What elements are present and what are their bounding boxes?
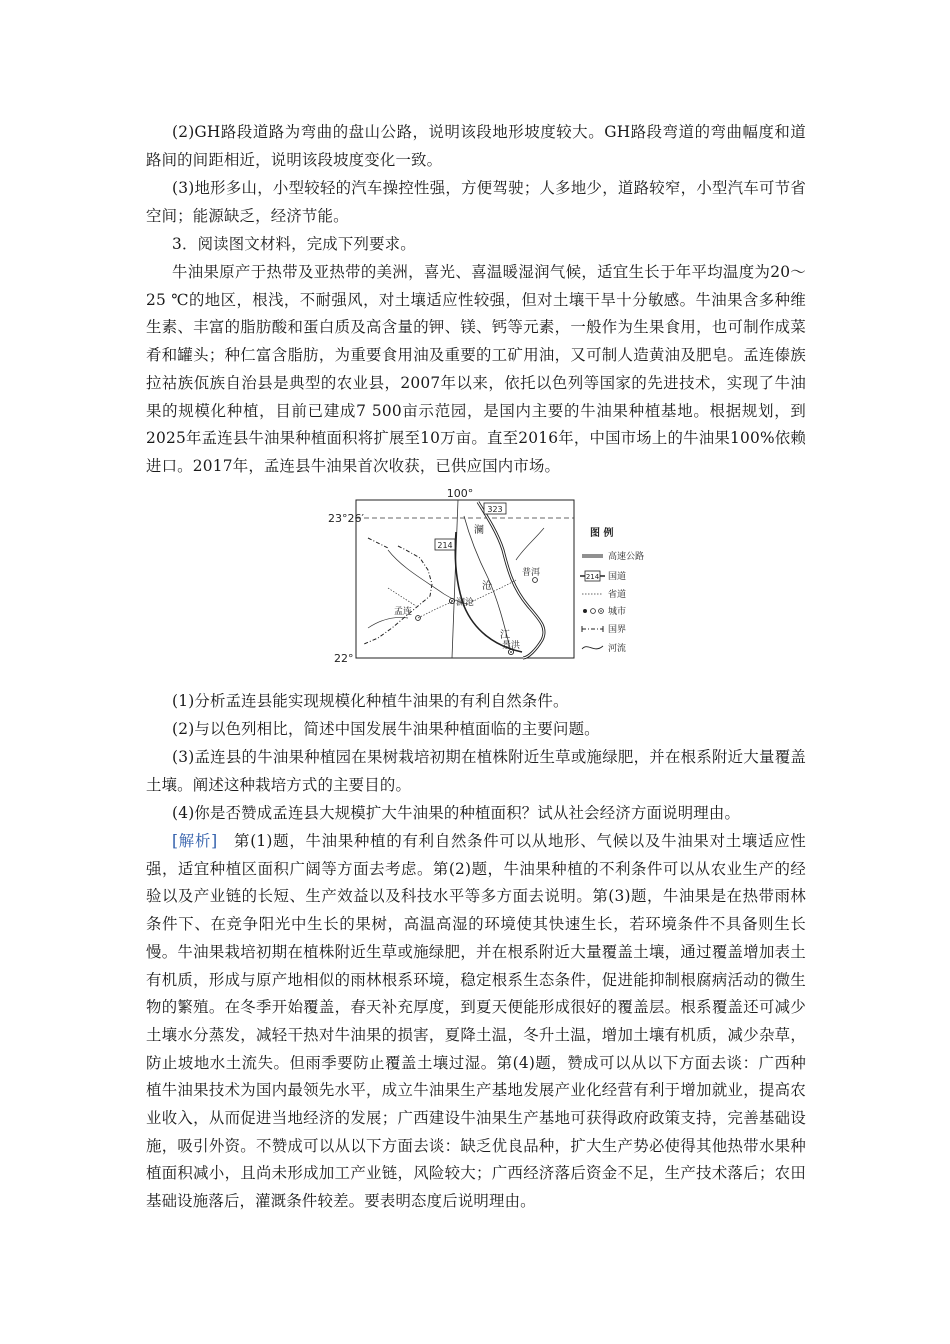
legend-provincial-road: 省道	[608, 590, 627, 600]
sub-question-3: (3)孟连县的牛油果种植园在果树栽培初期在植株附近生草或施绿肥，并在根系附近大量覆盖土壤。阐述这种栽培方式的主要目的。	[146, 748, 806, 794]
sub-question-1: (1)分析孟连县能实现规模化种植牛油果的有利自然条件。	[172, 692, 569, 710]
sub-question-2: (2)与以色列相比，简述中国发展牛油果种植面临的主要问题。	[172, 720, 600, 738]
analysis-paragraph	[146, 828, 806, 1216]
question-3-material: 牛油果原产于热带及亚热带的美洲，喜光、喜温暖湿润气候，适宜生长于年平均温度为20～25 ℃的地区，根浅，不耐强风，对土壤适应性较强，但对土壤干旱十分敏感。牛油果含多种维生素、丰富的脂肪酸和蛋白质及高含量的钾、镁、钙等元素，一般作为生果食用，也可制作成菜肴和罐头；种仁富含脂肪，为重要食用油及重要的工矿用油，又可制人造黄油及肥皂。孟连傣族拉祜族佤族自治县是典型的农业县，2007年以来，依托以色列等国家的先进技术，实现了牛油果的规模化种植，目前已建成7 500亩示范园，是国内主要的牛油果种植基地。根据规划，到2025年孟连县牛油果种植面积将扩展至10万亩。直至2016年，中国市场上的牛油果100%依赖进口。2017年，孟连县牛油果首次收获，已供应国内市场。	[146, 263, 806, 475]
river-char-1: 澜	[474, 525, 484, 536]
answer-part-2: (2)GH路段道路为弯曲的盘山公路，说明该段地形坡度较大。GH路段弯道的弯曲幅度和道路间的间距相近，说明该段坡度变化一致。	[146, 123, 806, 169]
city-puer-marker	[533, 578, 538, 583]
legend-river-icon	[582, 646, 603, 649]
road-323-label: 323	[487, 505, 503, 514]
legend-border: 国界	[608, 625, 627, 635]
expressway	[478, 502, 544, 658]
location-map	[328, 487, 645, 668]
analysis-text: 第(1)题，牛油果种植的有利自然条件可以从地形、气候以及牛油果对土壤适应性强，适宜种植区面积广阔等方面去考虑。第(2)题，牛油果种植的不利条件可以从农业生产的经验以及产业链的长短、生产效益以及科技水平等多方面去说明。第(3)题，牛油果是在热带雨林条件下、在竞争阳光中生长的果树，高温高湿的环境使其快速生长，若环境条件不具备则生长慢。牛油果栽培初期在植株附近生草或施绿肥，并在根系附近大量覆盖土壤，通过覆盖增加表土有机质，形成与原产地相似的雨林根系环境，稳定根系生态条件，促进能抑制根腐病活动的微生物的繁殖。在冬季开始覆盖，春天补充厚度，到夏天便能形成很好的覆盖层。根系覆盖还可减少土壤水分蒸发，减轻干热对牛油果的损害，夏降土温，冬升土温，增加土壤有机质，减少杂草，防止坡地水土流失。但雨季要防止覆盖土壤过湿。第(4)题，赞成可以从以下方面去谈：广西种植牛油果技术为国内最领先水平，成立牛油果生产基地发展产业化经营有利于增加就业，提高农业收入，从而促进当地经济的发展；广西建设牛油果生产基地可获得政府政策支持，完善基础设施，吸引外资。不赞成可以从以下方面去谈：缺乏优良品种，扩大生产势必使得其他热带水果种植面积减小，且尚未形成加工产业链，风险较大；广西经济落后资金不足，生产技术落后；农田基础设施落后，灌溉条件较差。要表明态度后说明理由。	[146, 832, 806, 1211]
longitude-label: 100°	[446, 487, 474, 500]
city-puer: 普洱	[522, 568, 541, 578]
analysis-tag: [解析]	[172, 832, 218, 850]
city-jinghong: 景洪	[502, 641, 521, 651]
road-214-label: 214	[437, 541, 453, 550]
city-lancang: 澜沧	[456, 598, 475, 608]
city-jinghong-dot	[510, 651, 512, 653]
legend-river: 河流	[608, 644, 627, 654]
legend-title: 图 例	[590, 528, 614, 539]
map-frame	[356, 500, 574, 658]
latitude-top-label: 23°26′	[328, 512, 364, 525]
legend-city-icon-2	[591, 609, 596, 614]
question-3-heading: 3．阅读图文材料，完成下列要求。	[172, 235, 416, 253]
legend-national-road: 国道	[608, 572, 627, 582]
legend-expressway: 高速公路	[608, 552, 645, 562]
city-menglian: 孟连	[394, 607, 413, 617]
latitude-bottom-label: 22°	[334, 652, 354, 665]
legend-national-road-num: 214	[585, 573, 600, 581]
legend-city-icon-3-dot	[600, 610, 602, 612]
city-lancang-dot	[451, 600, 453, 602]
legend-city: 城市	[608, 607, 627, 617]
sub-question-4: (4)你是否赞成孟连县大规模扩大牛油果的种植面积？试从社会经济方面说明理由。	[172, 804, 741, 822]
national-road-214	[455, 532, 522, 652]
legend-city-icon-1	[583, 609, 587, 613]
river-char-3: 江	[500, 630, 510, 641]
answer-part-3: (3)地形多山，小型较轻的汽车操控性强，方便驾驶；人多地少，道路较窄，小型汽车可节省空间；能源缺乏，经济节能。	[146, 179, 806, 225]
river-char-2: 沧	[482, 581, 492, 592]
national-border	[364, 538, 432, 644]
